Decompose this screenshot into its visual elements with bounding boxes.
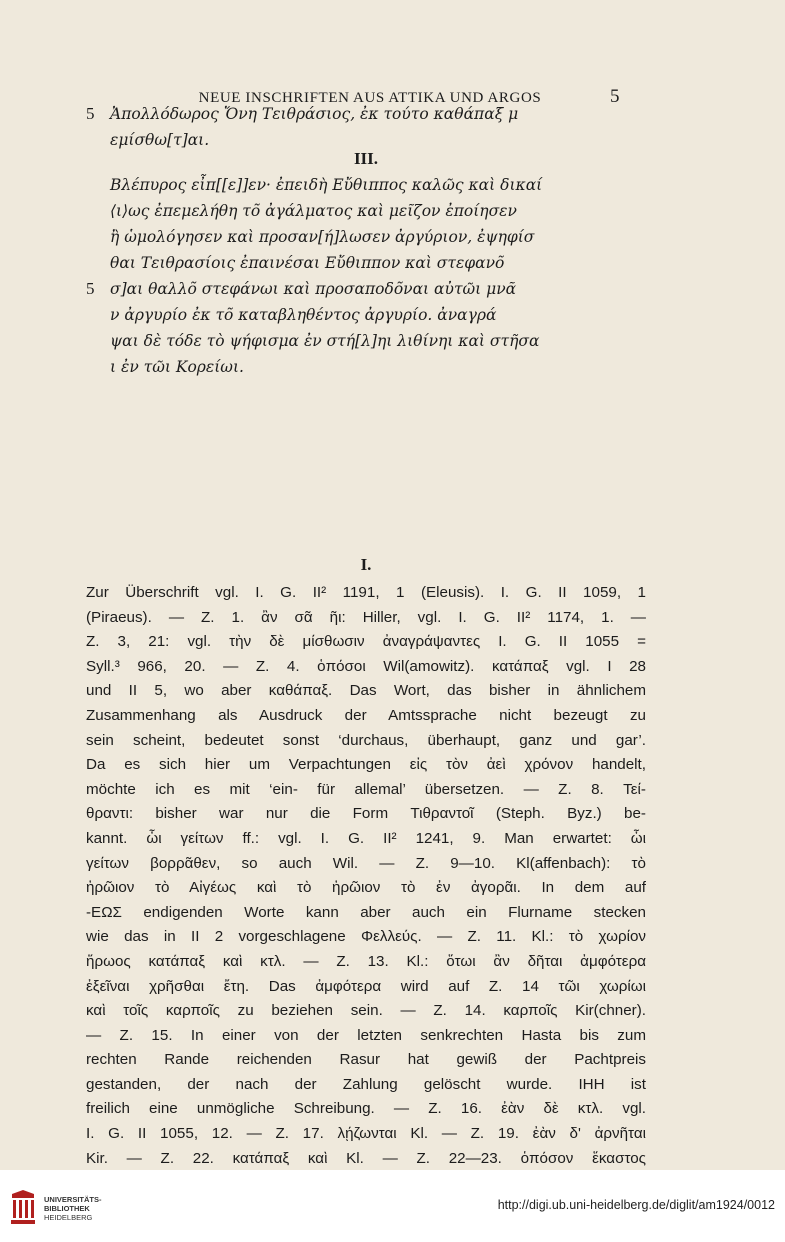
inscription-line (86, 328, 646, 354)
greek-text: ψαι δὲ τόδε τὸ ψήφισμα ἐν στή[λ]ηι λιθίνηι καὶ στῆσα (110, 332, 540, 350)
commentary-line: θραντι: bisher war nur die Form Τιθραντοῖ (Steph. Byz.) be- (86, 805, 646, 823)
greek-text: σ]αι θαλλõ στεφάνωι καὶ προσαποδõναι αὐτῶι μνᾶ (110, 280, 517, 298)
commentary-line: (Piraeus). — Z. 1. ἂν σᾶ ῆι: Hiller, vgl. I. G. II² 1174, 1. — (86, 608, 646, 626)
commentary-line: καὶ τοῖς καρποῖς zu beziehen sein. — Z. 14. καρποῖς Kir(chner). (86, 1002, 646, 1020)
commentary-line: Kir. — Z. 22. κατάπαξ καὶ Kl. — Z. 22—23. ὁπόσον ἕκαστος (86, 1149, 646, 1167)
commentary-line: Z. 3, 21: vgl. τὴν δὲ μίσθωσιν ἀναγράψαντες I. G. II 1055 = (86, 633, 646, 651)
inscription-iii-block (86, 172, 646, 380)
commentary-line: und II 5, wo aber καθάπαξ. Das Wort, das bisher in ähnlichem (86, 682, 646, 700)
greek-text: εμίσθω[τ]αι. (110, 131, 210, 149)
commentary-line: Zur Überschrift vgl. I. G. II² 1191, 1 (Eleusis). I. G. II 1059, 1 (86, 584, 646, 601)
commentary-line: Da es sich hier um Verpachtungen εἰς τὸν ἀεὶ χρόνον handelt, (86, 756, 646, 774)
commentary-line: Syll.³ 966, 20. — Z. 4. ὁπόσοι Wil(amowitz). κατάπαξ vgl. I 28 (86, 657, 646, 675)
greek-text: ι ἐν τῶι Κορείωι. (110, 358, 244, 376)
commentary-line: -ΕΩΣ endigenden Worte kann aber auch ein Flurname stecken (86, 903, 646, 921)
inscription-line (86, 172, 646, 198)
commentary-line: ἐξεῖναι χρῆσθαι ἔτη. Das ἀμφότερα wird auf Z. 14 τῶι χωρίωι (86, 977, 646, 995)
logo-line: BIBLIOTHEK (44, 1204, 90, 1213)
inscription-line (86, 101, 646, 127)
section-i-heading: I. (360, 555, 372, 574)
greek-text: Βλέπυρος εἶπ[[ε]]εν· ἐπειδὴ Εὔθιππος καλῶς καὶ δικαί (110, 176, 543, 194)
university-library-logo-icon[interactable] (8, 1190, 38, 1226)
greek-text: ν ἀργυρίο ἐκ τõ καταβληθέντος ἀργυρίο. ἀναγρά (110, 306, 497, 324)
greek-text: ἢ ὡμολόγησεν καὶ προσαν[ή]λωσεν ἀργύριον, ἐψηφίσ (110, 228, 535, 246)
permalink-url[interactable]: http://digi.ub.uni-heidelberg.de/diglit/am1924/0012 (497, 1198, 775, 1212)
logo-line: UNIVERSITÄTS- (44, 1195, 102, 1204)
commentary-line: gestanden, der nach der Zahlung gelöscht wurde. ΙΗΗ ist (86, 1075, 646, 1093)
inscription-ii-block (86, 101, 646, 153)
commentary-line: — Z. 15. In einer von der letzten senkrechten Hasta bis zum (86, 1026, 646, 1044)
commentary-line: Zusammenhang als Ausdruck der Amtssprache nicht bezeugt zu (86, 706, 646, 724)
inscription-line (86, 354, 646, 380)
line-number: 5 (86, 279, 95, 298)
commentary-text (86, 581, 646, 1196)
greek-text: ⟨ι⟩ως ἐπεμελήθη τõ ἀγάλματος καὶ μεῖζον ἐποίησεν (110, 202, 517, 220)
logo-line: HEIDELBERG (44, 1213, 93, 1222)
greek-text: θαι Τειθρασίοις ἐπαινέσαι Εὔθιππον καὶ στεφανõ (110, 254, 505, 272)
inscription-line (86, 224, 646, 250)
page-number: 5 (610, 86, 620, 107)
commentary-line: kannt. ὧι γείτων ff.: vgl. I. G. II² 1241, 9. Man erwartet: ὧι (86, 829, 646, 847)
inscription-line (86, 302, 646, 328)
commentary-line: freilich eine unmögliche Schreibung. — Z. 16. ἐὰν δὲ κτλ. vgl. (86, 1100, 646, 1118)
commentary-line: rechten Rande reichenden Rasur hat gewiß der Pachtpreis (86, 1051, 646, 1069)
university-library-name[interactable] (44, 1195, 102, 1222)
running-header: NEUE INSCHRIFTEN AUS ATTIKA UND ARGOS (198, 90, 542, 106)
commentary-line: ἡρῶιον τὸ Αἰγέως καὶ τὸ ἡρῶιον τὸ ἐν ἀγορᾶι. In dem auf (86, 879, 646, 897)
commentary-line: möchte ich es mit ‘ein- für allemal’ übersetzen. — Z. 8. Τεί- (86, 780, 646, 798)
inscription-line (86, 198, 646, 224)
line-number: 5 (86, 104, 95, 123)
commentary-line: sein scheint, bedeutet sonst ‘durchaus, überhaupt, ganz und gar’. (86, 731, 646, 749)
inscription-line (86, 276, 646, 302)
greek-text: Ἀπολλόδωρος Ὄνη Τειθράσιος, ἐκ τούτο καθάπαξ μ (110, 105, 519, 123)
section-iii-heading: III. (353, 149, 379, 168)
commentary-line: ἥρωος κατάπαξ καὶ κτλ. — Z. 13. Kl.: ὅτωι ἂν δῆται ἀμφότερα (86, 952, 646, 970)
commentary-line: γείτων βορρᾶθεν, so auch Wil. — Z. 9—10. Kl(affenbach): τὸ (86, 854, 646, 872)
commentary-line: I. G. II 1055, 12. — Z. 17. λῄζωνται Kl. — Z. 19. ἐὰν δ' ἀρνῆται (86, 1125, 646, 1143)
inscription-line (86, 250, 646, 276)
commentary-line: wie das in II 2 vorgeschlagene Φελλεύς. — Z. 11. Kl.: τὸ χωρίον (86, 928, 646, 946)
